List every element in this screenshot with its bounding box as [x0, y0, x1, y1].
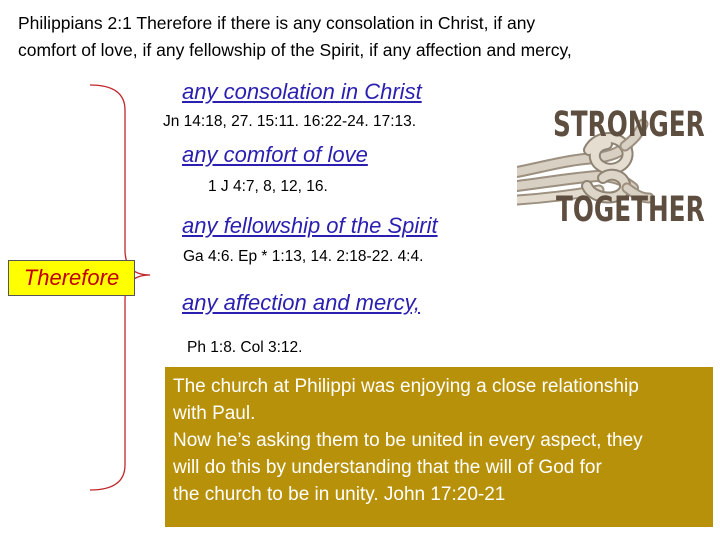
- stronger-together-image: [517, 94, 717, 234]
- verse-text: [18, 10, 708, 64]
- point-heading-fellowship: any fellowship of the Spirit: [182, 213, 438, 238]
- point-heading-consolation: any consolation in Christ: [182, 79, 422, 104]
- point-refs-fellowship: Ga 4:6. Ep * 1:13, 14. 2:18-22. 4:4.: [183, 248, 424, 265]
- point-heading-affection: any affection and mercy,: [182, 290, 421, 315]
- callout-line-1: The church at Philippi was enjoying a close relationship: [173, 376, 639, 397]
- verse-line-1: Philippians 2:1 Therefore if there is any consolation in Christ, if any: [18, 13, 536, 33]
- together-word: TOGETHER: [556, 189, 705, 231]
- stronger-word: STRONGER: [553, 104, 705, 146]
- callout-line-2: with Paul.: [173, 403, 256, 424]
- rope-knot-icon: [517, 94, 717, 234]
- point-refs-affection: Ph 1:8. Col 3:12.: [187, 339, 303, 356]
- point-refs-comfort: 1 J 4:7, 8, 12, 16.: [208, 178, 328, 195]
- point-refs-consolation: Jn 14:18, 27. 15:11. 16:22-24. 17:13.: [163, 113, 417, 130]
- callout-line-5: the church to be in unity. John 17:20-21: [173, 484, 506, 505]
- point-heading-comfort: any comfort of love: [182, 142, 368, 167]
- verse-line-2: comfort of love, if any fellowship of the Spirit, if any affection and mercy,: [18, 40, 572, 60]
- callout-line-3: Now he’s asking them to be united in every aspect, they: [173, 430, 643, 451]
- callout-line-4: will do this by understanding that the will of God for: [173, 457, 602, 478]
- therefore-label: Therefore: [8, 260, 135, 296]
- commentary-callout: [165, 367, 713, 527]
